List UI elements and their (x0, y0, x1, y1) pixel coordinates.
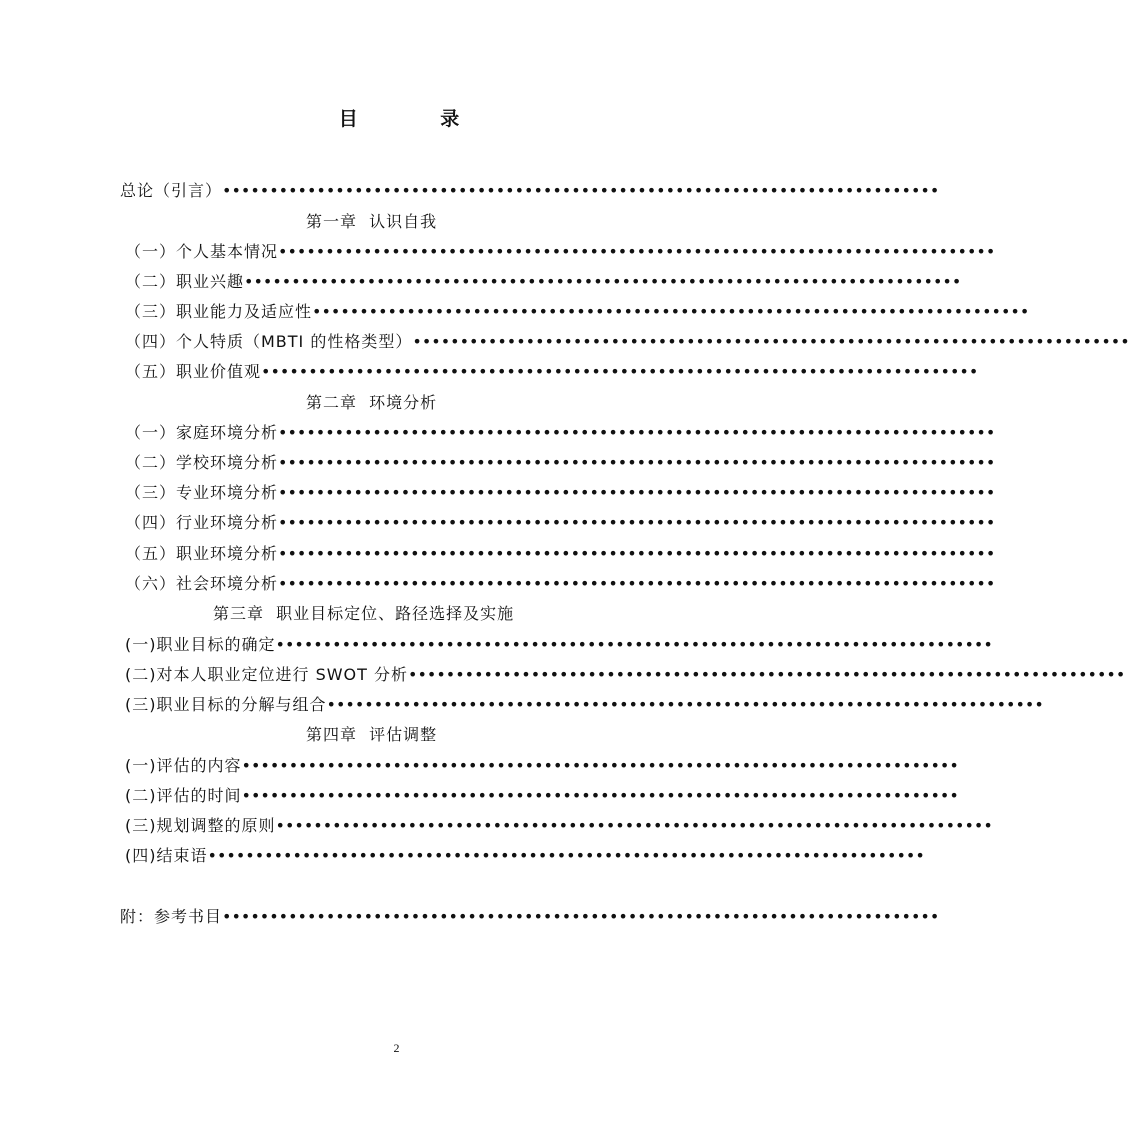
toc-entry-4-1[interactable] (125, 753, 959, 779)
toc-entry-label: (三)规划调整的原则 (125, 816, 276, 835)
toc-entry-label: （六）社会环境分析 (125, 574, 279, 593)
toc-leader-dots: •••••••••••••••••••••••••••••••••••••••••••••••••••••••••••••••••••••••••••• (244, 272, 962, 291)
toc-leader-dots: •••••••••••••••••••••••••••••••••••••••••••••••••••••••••••••••••••••••••••• (312, 302, 1030, 321)
toc-entry-label: 总论（引言） (120, 181, 223, 200)
toc-leader-dots: •••••••••••••••••••••••••••••••••••••••••••••••••••••••••••••••••••••••••••• (278, 242, 996, 261)
toc-entry-label: （三）职业能力及适应性 (125, 302, 313, 321)
page-title: 目 录 (338, 108, 498, 130)
toc-leader-dots: •••••••••••••••••••••••••••••••••••••••••••••••••••••••••••••••••••••••••••• (275, 816, 993, 835)
toc-leader-dots: •••••••••••••••••••••••••••••••••••••••••••••••••••••••••••••••••••••••••••• (261, 362, 979, 381)
toc-chapter-3[interactable]: 第三章 职业目标定位、路径选择及实施 (213, 604, 515, 623)
toc-entry-label: (一)评估的内容 (125, 756, 242, 775)
toc-chapter-2[interactable]: 第二章 环境分析 (306, 393, 438, 412)
toc-leader-dots: •••••••••••••••••••••••••••••••••••••••••••••••••••••••••••••••••••••••••••• (278, 574, 996, 593)
toc-entry-label: (三)职业目标的分解与组合 (125, 695, 327, 714)
toc-entry-label: （五）职业环境分析 (125, 544, 279, 563)
toc-entry-1-5[interactable] (125, 359, 979, 385)
toc-entry-1-3[interactable] (125, 299, 1030, 325)
toc-leader-dots: •••••••••••••••••••••••••••••••••••••••••••••••••••••••••••••••••••••••••••• (326, 695, 1044, 714)
toc-entry-3-2[interactable] (125, 662, 1126, 688)
toc-entry-label: （一）个人基本情况 (125, 242, 279, 261)
toc-entry-4-2[interactable] (125, 783, 959, 809)
toc-entry-label: (四)结束语 (125, 846, 208, 865)
toc-entry-3-1[interactable] (125, 632, 993, 658)
toc-leader-dots: •••••••••••••••••••••••••••••••••••••••••••••••••••••••••••••••••••••••••••• (241, 756, 959, 775)
toc-leader-dots: •••••••••••••••••••••••••••••••••••••••••••••••••••••••••••••••••••••••••••• (412, 332, 1130, 351)
toc-entry-label: （一）家庭环境分析 (125, 423, 279, 442)
page-number: 2 (393, 1041, 400, 1055)
toc-chapter-4[interactable]: 第四章 评估调整 (306, 725, 438, 744)
toc-leader-dots: •••••••••••••••••••••••••••••••••••••••••••••••••••••••••••••••••••••••••••• (222, 181, 940, 200)
toc-leader-dots: •••••••••••••••••••••••••••••••••••••••••••••••••••••••••••••••••••••••••••• (278, 513, 996, 532)
toc-entry-2-2[interactable] (125, 450, 996, 476)
toc-leader-dots: •••••••••••••••••••••••••••••••••••••••••••••••••••••••••••••••••••••••••••• (207, 846, 925, 865)
toc-entry-label: （二）学校环境分析 (125, 453, 279, 472)
toc-entry-1-4[interactable] (125, 329, 1130, 355)
toc-entry-1-2[interactable] (125, 269, 962, 295)
toc-entry-4-4[interactable] (125, 843, 925, 869)
toc-entry-2-5[interactable] (125, 541, 996, 567)
toc-entry-label: 附：参考书目 (120, 907, 223, 926)
toc-entry-label: (二)对本人职业定位进行 SWOT 分析 (125, 665, 409, 684)
toc-entry-label: (二)评估的时间 (125, 786, 242, 805)
toc-entry-4-3[interactable] (125, 813, 993, 839)
toc-entry-1-1[interactable] (125, 239, 996, 265)
toc-leader-dots: •••••••••••••••••••••••••••••••••••••••••••••••••••••••••••••••••••••••••••• (278, 423, 996, 442)
toc-leader-dots: •••••••••••••••••••••••••••••••••••••••••••••••••••••••••••••••••••••••••••• (275, 635, 993, 654)
toc-leader-dots: •••••••••••••••••••••••••••••••••••••••••••••••••••••••••••••••••••••••••••• (222, 907, 940, 926)
toc-entry-2-1[interactable] (125, 420, 996, 446)
toc-leader-dots: •••••••••••••••••••••••••••••••••••••••••••••••••••••••••••••••••••••••••••• (278, 483, 996, 502)
toc-entry-2-6[interactable] (125, 571, 996, 597)
toc-entry-label: （四）行业环境分析 (125, 513, 279, 532)
toc-entry-appendix[interactable] (120, 904, 940, 930)
toc-entry-label: （四）个人特质（MBTI 的性格类型） (125, 332, 413, 351)
toc-leader-dots: •••••••••••••••••••••••••••••••••••••••••••••••••••••••••••••••••••••••••••• (241, 786, 959, 805)
toc-entry-intro[interactable] (120, 178, 940, 204)
toc-leader-dots: •••••••••••••••••••••••••••••••••••••••••••••••••••••••••••••••••••••••••••• (408, 665, 1126, 684)
toc-entry-label: （二）职业兴趣 (125, 272, 245, 291)
toc-chapter-1[interactable]: 第一章 认识自我 (306, 212, 438, 231)
toc-leader-dots: •••••••••••••••••••••••••••••••••••••••••••••••••••••••••••••••••••••••••••• (278, 544, 996, 563)
toc-entry-label: （五）职业价值观 (125, 362, 262, 381)
toc-entry-label: （三）专业环境分析 (125, 483, 279, 502)
toc-entry-2-3[interactable] (125, 480, 996, 506)
toc-leader-dots: •••••••••••••••••••••••••••••••••••••••••••••••••••••••••••••••••••••••••••• (278, 453, 996, 472)
toc-entry-label: (一)职业目标的确定 (125, 635, 276, 654)
toc-entry-3-3[interactable] (125, 692, 1044, 718)
toc-entry-2-4[interactable] (125, 510, 996, 536)
